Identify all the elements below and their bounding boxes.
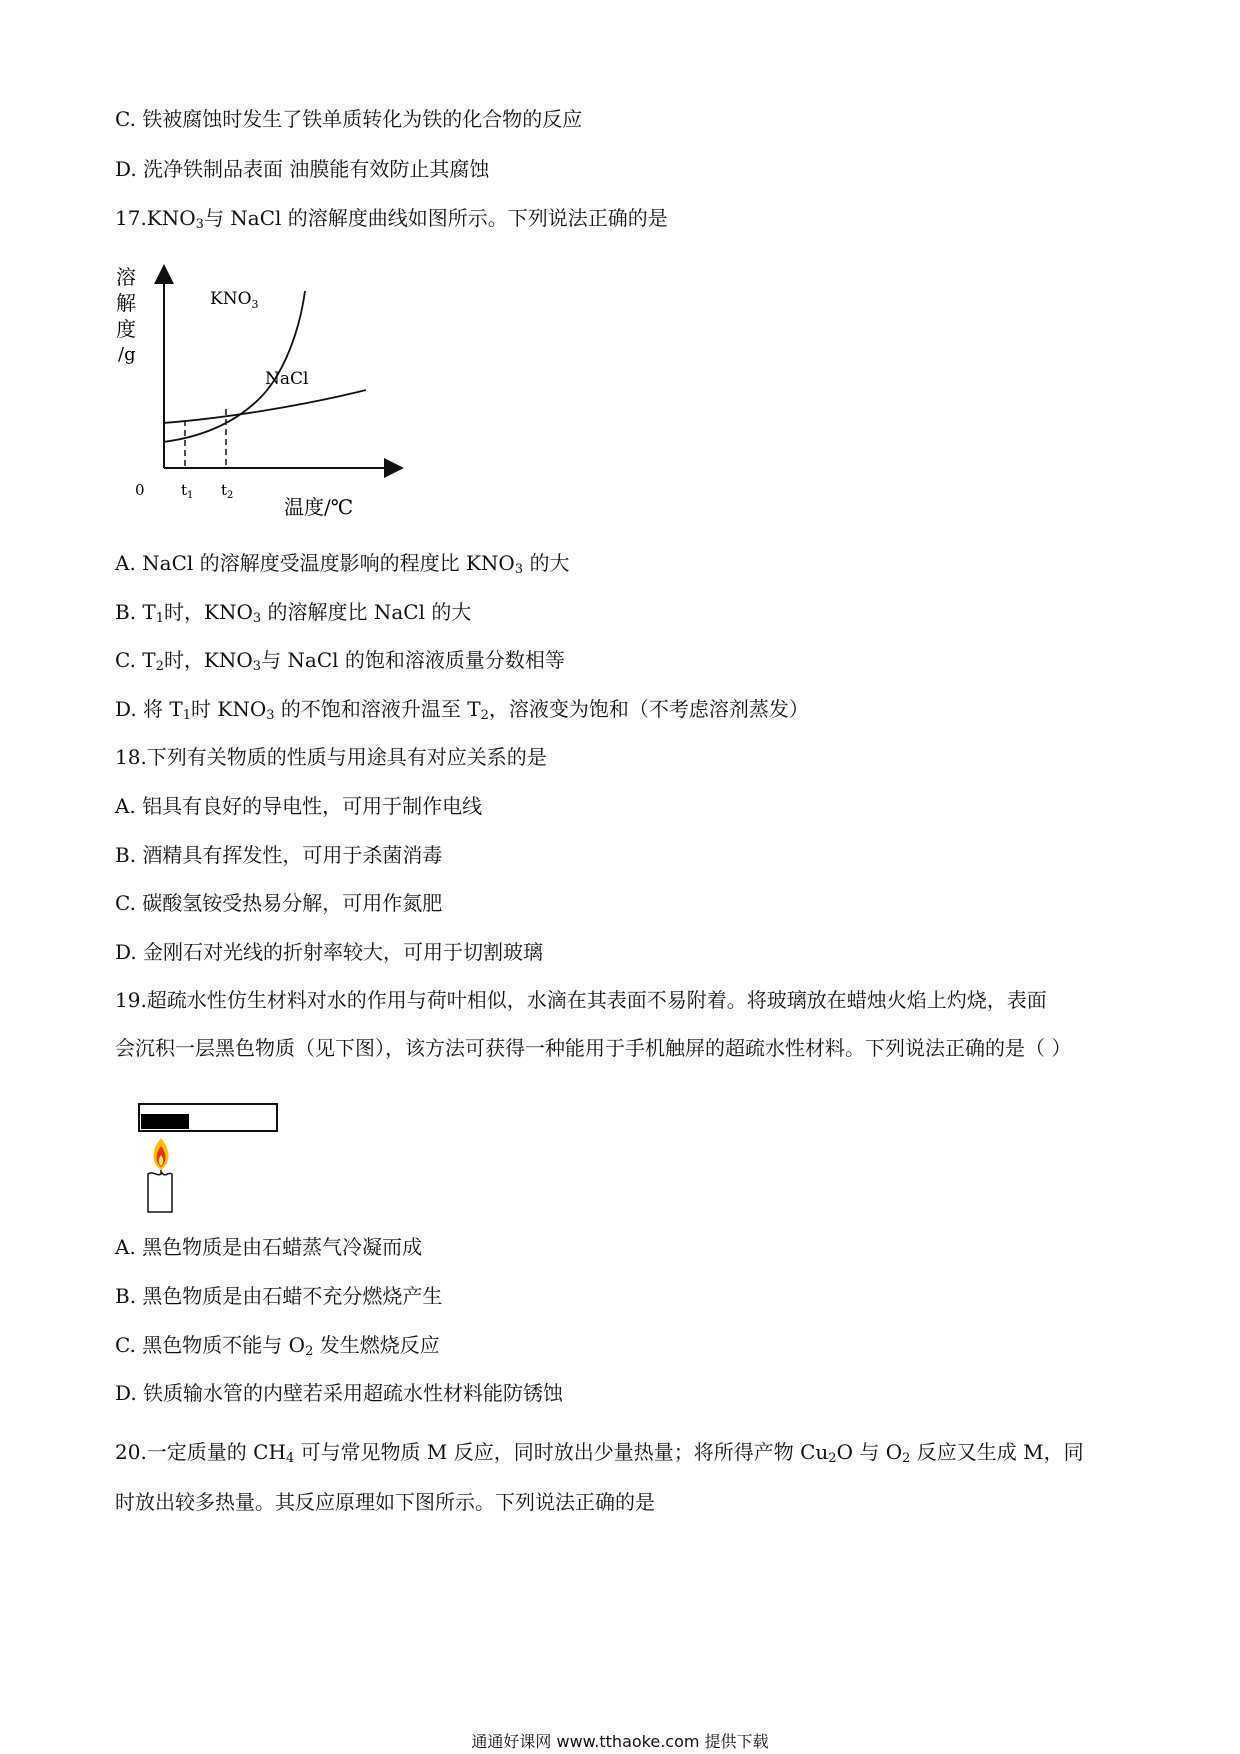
text-segment: 时 KNO	[191, 697, 267, 721]
nacl-label: NaCl	[265, 369, 309, 389]
text-segment: 17.KNO	[115, 206, 196, 230]
question-20-line-1	[115, 1440, 1084, 1464]
subscript: 1	[182, 708, 192, 723]
question-17	[115, 206, 668, 230]
kno3-curve	[163, 291, 305, 442]
option-18b	[115, 843, 442, 867]
option-18c	[115, 891, 442, 915]
subscript: 3	[252, 659, 262, 674]
candle-icon	[148, 1170, 172, 1212]
flame-icon	[154, 1138, 169, 1170]
subscript: 3	[514, 562, 524, 577]
text-segment: B. 酒精具有挥发性，可用于杀菌消毒	[115, 843, 443, 867]
text-segment: B. 黑色物质是由石蜡不充分燃烧产生	[115, 1284, 443, 1308]
text-segment: 反应又生成 M，同	[910, 1440, 1084, 1464]
text-segment: C. 黑色物质不能与 O	[115, 1333, 306, 1357]
text-segment: C. 碳酸氢铵受热易分解，可用作氮肥	[115, 891, 443, 915]
question-20-line-2	[115, 1490, 655, 1514]
subscript: 1	[155, 611, 165, 626]
subscript: 3	[252, 611, 262, 626]
option-17b	[115, 600, 471, 624]
text-segment: D. 铁质输水管的内壁若采用超疏水性材料能防锈蚀	[115, 1381, 564, 1405]
text-segment: 与 NaCl 的溶解度曲线如图所示。下列说法正确的是	[203, 206, 668, 230]
subscript: 4	[285, 1451, 295, 1466]
subscript: 2	[902, 1451, 911, 1466]
text-segment: A. NaCl 的溶解度受温度影响的程度比 KNO	[115, 551, 515, 575]
option-19d	[115, 1381, 563, 1405]
x-label: 温度/℃	[284, 495, 354, 519]
text-segment: C. 铁被腐蚀时发生了铁单质转化为铁的化合物的反应	[115, 107, 583, 131]
t1-label: $t_1$	[181, 481, 194, 501]
text-segment: 时放出较多热量。其反应原理如下图所示。下列说法正确的是	[115, 1490, 655, 1514]
option-17d	[115, 697, 809, 721]
glass-plate-icon	[139, 1104, 277, 1131]
text-segment: 时，KNO	[164, 600, 253, 624]
text-segment: 的不饱和溶液升温至 T	[274, 697, 481, 721]
subscript: 3	[195, 217, 204, 232]
question-18	[115, 745, 547, 769]
origin-label: 0	[135, 481, 145, 499]
y-label-4: /g	[118, 344, 136, 365]
text-segment: A. 铝具有良好的导电性，可用于制作电线	[115, 794, 483, 818]
t2-label: $t_2$	[221, 481, 234, 501]
subscript: 2	[305, 1344, 314, 1359]
option-17a	[115, 551, 569, 575]
text-segment: O 与 O	[836, 1440, 903, 1464]
text-segment: 18.下列有关物质的性质与用途具有对应关系的是	[115, 745, 547, 769]
footer-watermark: 通通好课网 www.tthaoke.com 提供下载	[471, 1732, 769, 1751]
y-label-3: 度	[116, 317, 136, 341]
option-16d	[115, 157, 489, 181]
text-segment: 会沉积一层黑色物质（见下图），该方法可获得一种能用于手机触屏的超疏水性材料。下列说法正确的是（ ）	[115, 1036, 1072, 1060]
y-label-1: 溶	[116, 265, 136, 289]
text-segment: A. 黑色物质是由石蜡蒸气冷凝而成	[115, 1235, 423, 1259]
text-segment: C. T	[115, 648, 156, 672]
y-label-2: 解	[116, 291, 136, 315]
solubility-curve-graph	[110, 258, 410, 523]
kno3-label: $KNO_3$	[210, 289, 259, 311]
text-segment: D. 洗净铁制品表面 油膜能有效防止其腐蚀	[115, 157, 490, 181]
option-19c	[115, 1333, 440, 1357]
subscript: 3	[266, 708, 275, 723]
text-segment: 的大	[523, 551, 570, 575]
text-segment: 可与常见物质 M 反应，同时放出少量热量；将所得产物 Cu	[294, 1440, 829, 1464]
text-segment: 时，KNO	[163, 648, 253, 672]
text-segment: D. 将 T	[115, 697, 183, 721]
text-segment: B. T	[115, 600, 156, 624]
subscript: 2	[155, 659, 164, 674]
question-19-line-2	[115, 1036, 1071, 1060]
text-segment: 的溶解度比 NaCl 的大	[261, 600, 472, 624]
question-19-line-1	[115, 988, 1047, 1012]
option-18d	[115, 940, 543, 964]
text-segment: 与 NaCl 的饱和溶液质量分数相等	[261, 648, 565, 672]
text-segment: 发生燃烧反应	[313, 1333, 440, 1357]
text-segment: D. 金刚石对光线的折射率较大，可用于切割玻璃	[115, 940, 544, 964]
text-segment: ，溶液变为饱和（不考虑溶剂蒸发）	[488, 697, 809, 721]
option-16c	[115, 107, 582, 131]
option-18a	[115, 794, 482, 818]
option-19b	[115, 1284, 442, 1308]
text-segment: 20.一定质量的 CH	[115, 1440, 286, 1464]
text-segment: 19.超疏水性仿生材料对水的作用与荷叶相似，水滴在其表面不易附着。将玻璃放在蜡烛火焰上灼烧，表面	[115, 988, 1047, 1012]
subscript: 2	[828, 1451, 837, 1466]
nacl-curve	[163, 390, 366, 423]
candle-figure	[135, 1100, 285, 1215]
subscript: 2	[480, 708, 489, 723]
option-17c	[115, 648, 565, 672]
option-19a	[115, 1235, 422, 1259]
